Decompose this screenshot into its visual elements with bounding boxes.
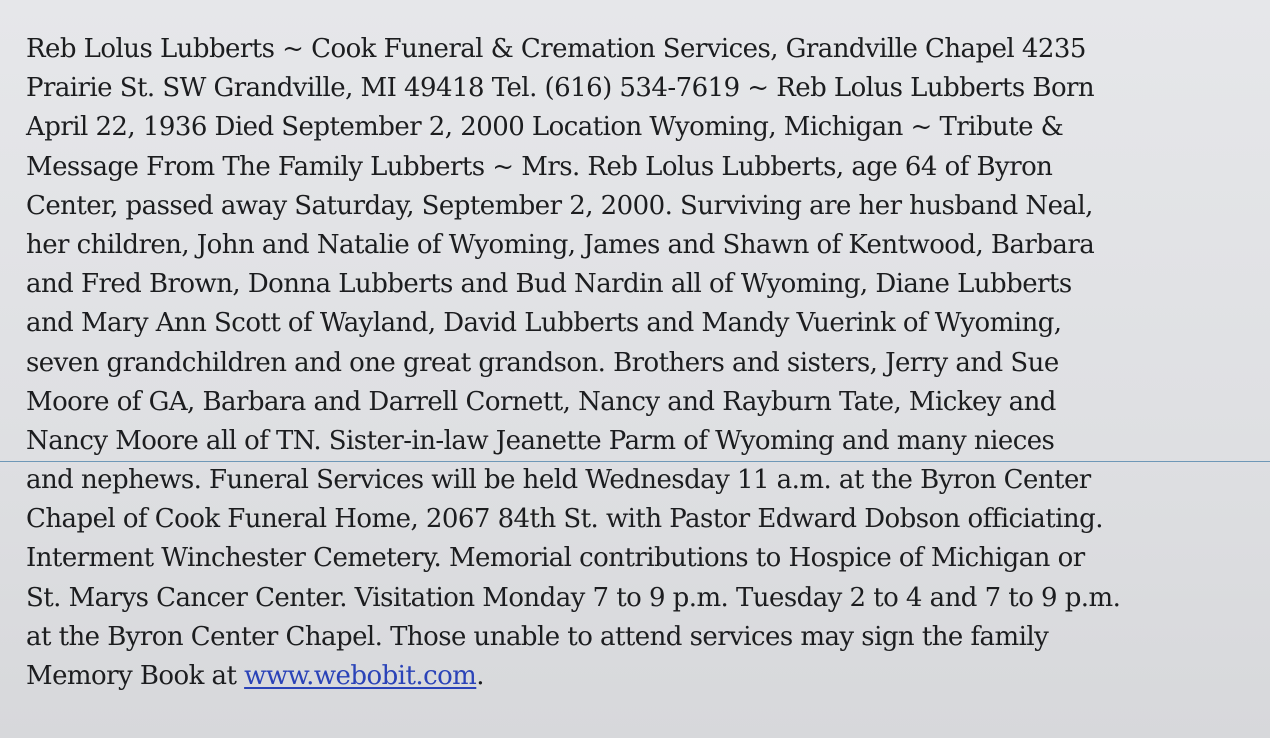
text-line: Message From The Family Lubberts ~ Mrs. Reb Lolus Lubberts, age 64 of Byron <box>26 151 1053 182</box>
text-line: Prairie St. SW Grandville, MI 49418 Tel. (616) 534-7619 ~ Reb Lolus Lubberts Born <box>26 73 1095 104</box>
text-line: St. Marys Cancer Center. Visitation Monday 7 to 9 p.m. Tuesday 2 to 4 and 7 to 9 p.m. <box>26 582 1121 613</box>
text-line: Center, passed away Saturday, September 2, 2000. Surviving are her husband Neal, <box>26 190 1093 221</box>
text-line: April 22, 1936 Died September 2, 2000 Location Wyoming, Michigan ~ Tribute & <box>26 112 1064 143</box>
obituary-text <box>26 30 1251 696</box>
text-line: Chapel of Cook Funeral Home, 2067 84th St. with Pastor Edward Dobson officiating. <box>26 504 1103 535</box>
text-line: at the Byron Center Chapel. Those unable to attend services may sign the family <box>26 621 1049 652</box>
text-line: and Fred Brown, Donna Lubberts and Bud Nardin all of Wyoming, Diane Lubberts <box>26 269 1072 300</box>
text-line: and nephews. Funeral Services will be held Wednesday 11 a.m. at the Byron Center <box>26 465 1091 496</box>
text-line: Reb Lolus Lubberts ~ Cook Funeral & Cremation Services, Grandville Chapel 4235 <box>26 34 1086 64</box>
period-text: . <box>476 661 485 691</box>
screen-divider-line <box>0 461 1270 462</box>
memory-book-text: Memory Book at <box>26 661 245 691</box>
text-line: her children, John and Natalie of Wyoming, James and Shawn of Kentwood, Barbara <box>26 229 1095 260</box>
text-line: Nancy Moore all of TN. Sister-in-law Jeanette Parm of Wyoming and many nieces <box>26 425 1055 456</box>
last-text-line <box>26 657 1251 696</box>
text-line: seven grandchildren and one great grandson. Brothers and sisters, Jerry and Sue <box>26 347 1059 378</box>
text-line: Moore of GA, Barbara and Darrell Cornett, Nancy and Rayburn Tate, Mickey and <box>26 386 1056 417</box>
webobit-link[interactable]: www.webobit.com <box>244 661 477 691</box>
text-line: and Mary Ann Scott of Wayland, David Lubberts and Mandy Vuerink of Wyoming, <box>26 308 1062 339</box>
text-line: Interment Winchester Cemetery. Memorial contributions to Hospice of Michigan or <box>26 543 1085 574</box>
